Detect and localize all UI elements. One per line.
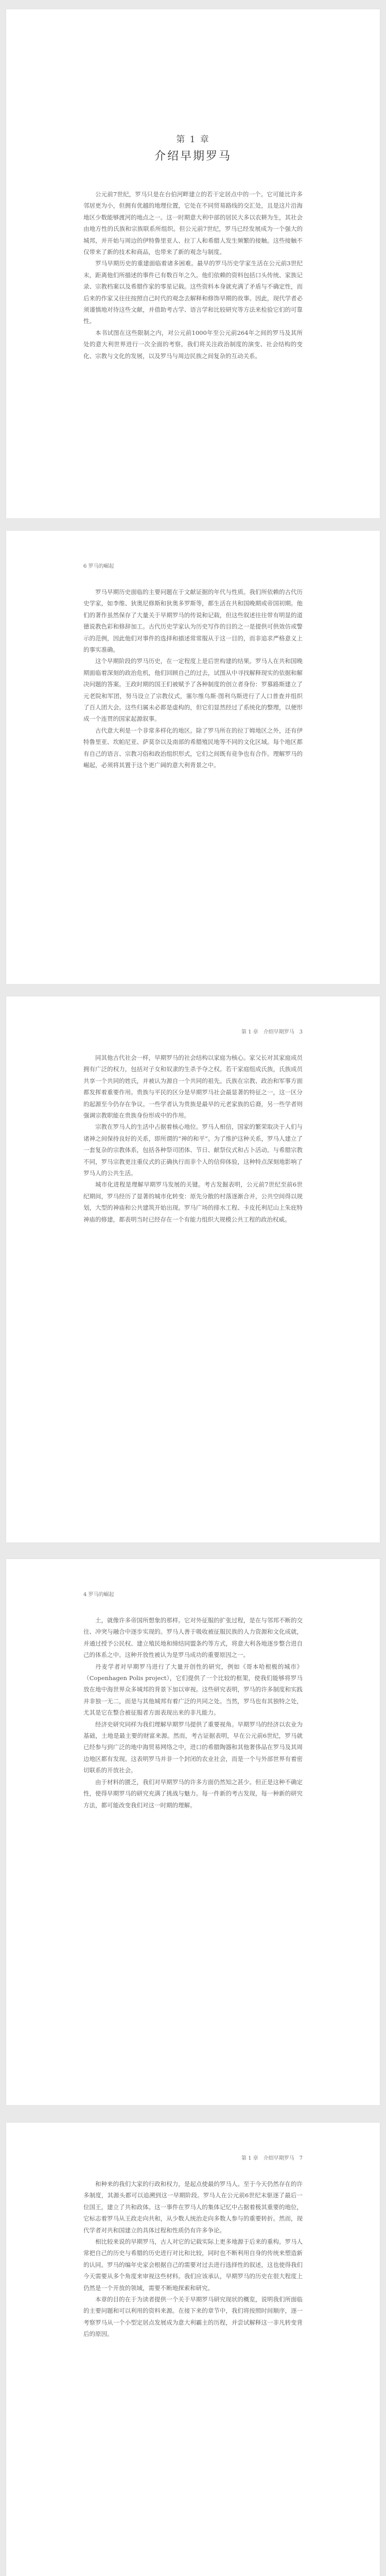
paragraph: 丹麦学者对早期罗马进行了大量开创性的研究，例如《哥本哈根极的城市》（Copenhagen Polis project），它们提供了一个比较的框架，使我们能够将罗马放在地中海世界众多城邦的背景下加以审视。这些研究表明，罗马的许多制度和实践并非独一无二，而是与其他城邦有着广泛的共同之处。当然，罗马也有其独特之处，尤其是它在整合被征服者方面表现出来的非凡能力。 xyxy=(83,1663,303,1717)
paragraph: 城市化进程是理解早期罗马发展的关键。考古发掘表明，公元前7世纪至前6世纪期间，罗马经历了显著的城市化转变：原先分散的村落逐渐合并，公共空间得以规划，大型的神庙和公共建筑开始出现。罗马广场的排水工程、卡皮托利尼山上朱庇特神庙的修建，都表明当时已经存在一个有能力组织大规模公共工程的政治权威。 xyxy=(83,1181,303,1223)
paragraph: 公元前7世纪，罗马只是在台伯河畔建立的若干定居点中的一个。它可能比许多邻居更为小，但拥有优越的地理位置，它处在不同贸易路线的交汇处，且是这片沿海地区少数能够渡河的地点之一。这一时期意大利中部的居民大多以农耕为生，其社会由地方性的氏族和宗族联系所组织。但公元前7世纪，罗马已经发展成为一个强大的城邦，并开始与周边的伊特鲁里亚人、拉丁人和希腊人发生频繁的接触。这些接触不仅带来了新的技术和商品，也带来了新的观念与制度。 xyxy=(83,191,303,256)
paragraph: 罗马早期历史的重建面临着诸多困难。最早的罗马历史学家生活在公元前3世纪末，距离他们所描述的事件已有数百年之久。他们依赖的资料包括口头传统、家族记录、宗教档案以及希腊作家的零星记载。这些资料本身就充满了矛盾与不确定性，而后来的作家又往往按照自己时代的观念去解释和修饰早期的故事。因此，现代学者必须谨慎地对待这些文献，并借助考古学、语言学和比较研究等方法来检验它们的可靠性。 xyxy=(83,260,303,325)
page-5 xyxy=(6,2123,380,2576)
paragraph: 和种来的我们大家的行政和权力，是起点使最的罗马人。至于今天仍然存在的许多制度，其源头都可以追溯到这一早期阶段。罗马人在公元前6世纪末驱逐了最后一位国王，建立了共和政体。这一事件在罗马人的集体记忆中占据着极其重要的地位，它标志着罗马从王政走向共和，从少数人统治走向多数人参与的重要转折。然而，现代学者对共和国建立的具体过程和性质仍有许多争论。 xyxy=(83,2180,303,2234)
paragraph: 经济史研究同样为我们理解早期罗马提供了重要视角。早期罗马的经济以农业为基础，土地是最主要的财富来源。然而，考古证据表明，早在公元前6世纪，罗马就已经参与到广泛的地中海贸易网络之中，进口的希腊陶器和其他奢侈品在罗马及其周边地区都有发现。这表明罗马并非一个封闭的农业社会，而是一个与外部世界有着密切联系的开放社会。 xyxy=(83,1720,303,1774)
running-head: 6 罗马的崛起 xyxy=(83,564,114,569)
paragraph: 宗教在罗马人的生活中占据着核心地位。罗马人相信，国家的繁荣取决于人们与诸神之间保持良好的关系，即所谓的“神的和平”。为了维护这种关系，罗马人建立了一套复杂的宗教体系，包括各种祭司团体、节日、献祭仪式和占卜活动。与希腊宗教不同，罗马宗教更注重仪式的正确执行而非个人的信仰体验，这种特点深刻地影响了罗马人的公共生活。 xyxy=(83,1123,303,1177)
running-head: 第 1 章 介绍早期罗马 3 xyxy=(241,1029,303,1035)
page-1 xyxy=(6,9,380,518)
paragraph: 相比较来说的早期罗马，古人对它的记载实际上更多地源于后来的重构。罗马人常把自己的历史与希腊的历史进行对比和比较，同时也不断利用自身的传统来塑造新的认同。罗马的编年史家会根据自己的需要对过去进行选择性的叙述，这也使得我们今天需要从多个角度来审视这些材料。我们应该承认，早期罗马的历史在很大程度上仍然是一个开放的领域，需要不断地探索和研究。 xyxy=(83,2238,303,2292)
page-5-body xyxy=(83,2178,303,2340)
chapter-title: 介绍早期罗马 xyxy=(154,150,232,163)
paragraph: 古代意大利是一个非常多样化的地区。除了罗马所在的拉丁姆地区之外，还有伊特鲁里亚、坎帕尼亚、萨莫奈以及南部的希腊殖民地等不同的文化区域。每个地区都有自己的语言、宗教习俗和政治组织形式，它们之间既有竞争也有合作。理解罗马的崛起，必须将其置于这个更广阔的意大利背景之中。 xyxy=(83,726,303,769)
page-4 xyxy=(6,1559,380,2105)
paragraph: 土，就像许多帝国所想象的那样。它对外征服的扩张过程，是在与邻邦不断的交往、冲突与融合中逐步实现的。罗马人善于吸收被征服民族的人力资源和文化成就，并通过授予公民权、建立殖民地和缔结同盟条约等方式，将意大利各地逐步整合进自己的体系之中。这种开放性被认为是罗马成功的重要原因之一。 xyxy=(83,1617,303,1659)
chapter-number: 第 1 章 xyxy=(176,134,210,145)
paragraph: 这个早期阶段的罗马历史，在一定程度上是后世构建的结果。罗马人在共和国晚期面临着深刻的政治危机，他们回顾自己的过去，试图从中寻找解释现实的依据和解决问题的答案。王政时期的国王们被赋予了各种制度的创立者身份：罗慕路斯建立了元老院和军团，努马设立了宗教仪式，塞尔维乌斯·图利乌斯进行了人口普查并组织了百人团大会。这些归属未必都是虚构的，但它们显然经过了系统化的整理，以便形成一个连贯的国家起源叙事。 xyxy=(83,657,303,723)
paragraph: 由于材料的匮乏，我们对早期罗马的许多方面仍然知之甚少。但正是这种不确定性，使得早期罗马的研究充满了挑战与魅力。每一件新的考古发现，每一种新的研究方法，都可能改变我们对这一时期的理解。 xyxy=(83,1778,303,1809)
page-1-body xyxy=(83,189,303,362)
paragraph: 本书试图在这些限制之内，对公元前1000年至公元前264年之间的罗马及其所处的意大利世界进行一次全面的考察。我们将关注政治制度的演变、社会结构的变化、宗教与文化的发展，以及罗马与周边民族之间复杂的互动关系。 xyxy=(83,329,303,360)
running-head: 4 罗马的崛起 xyxy=(83,1592,114,1598)
paragraph: 罗马早期历史面临的主要问题在于文献证据的年代与性质。我们所依赖的古代历史学家，如李维、狄奥尼修斯和狄奥多罗斯等，都生活在共和国晚期或帝国初期。他们的著作虽然保存了大量关于早期罗马的传说和记载，但这些叙述往往带有明显的道德说教色彩和修辞加工。古代历史学家认为历史写作的目的之一是提供可供效仿或警示的范例，因此他们对事件的选择和描述常常服从于这一目的，而非追求严格意义上的事实准确。 xyxy=(83,588,303,654)
page-2-body xyxy=(83,586,303,771)
paragraph: 同其他古代社会一样，早期罗马的社会结构以家庭为核心。家父长对其家庭成员拥有广泛的权力，包括对子女和奴隶的生杀予夺之权。若干家庭组成氏族，氏族成员共享一个共同的姓氏，并被认为源自一个共同的祖先。氏族在宗教、政治和军事方面都发挥着重要作用。贵族与平民的区分是早期罗马社会最显著的特征之一，这一区分的起源至今仍存在争议。一些学者认为贵族是最早的元老家族的后裔，另一些学者则强调宗教职能在贵族身份形成中的作用。 xyxy=(83,1054,303,1120)
page-3 xyxy=(6,996,380,1543)
paragraph: 本章的目的在于为读者提供一个关于早期罗马研究现状的概览，说明我们所面临的主要问题和可以利用的资料来源。在接下来的章节中，我们将按照时间顺序，逐一考察罗马从一个小型定居点发展成为意大利霸主的历程，并尝试解释这一非凡转变背后的原因。 xyxy=(83,2296,303,2338)
running-head: 第 1 章 介绍早期罗马 7 xyxy=(241,2156,303,2161)
page-2 xyxy=(6,531,380,984)
page-3-body xyxy=(83,1052,303,1225)
page-4-body xyxy=(83,1615,303,1811)
